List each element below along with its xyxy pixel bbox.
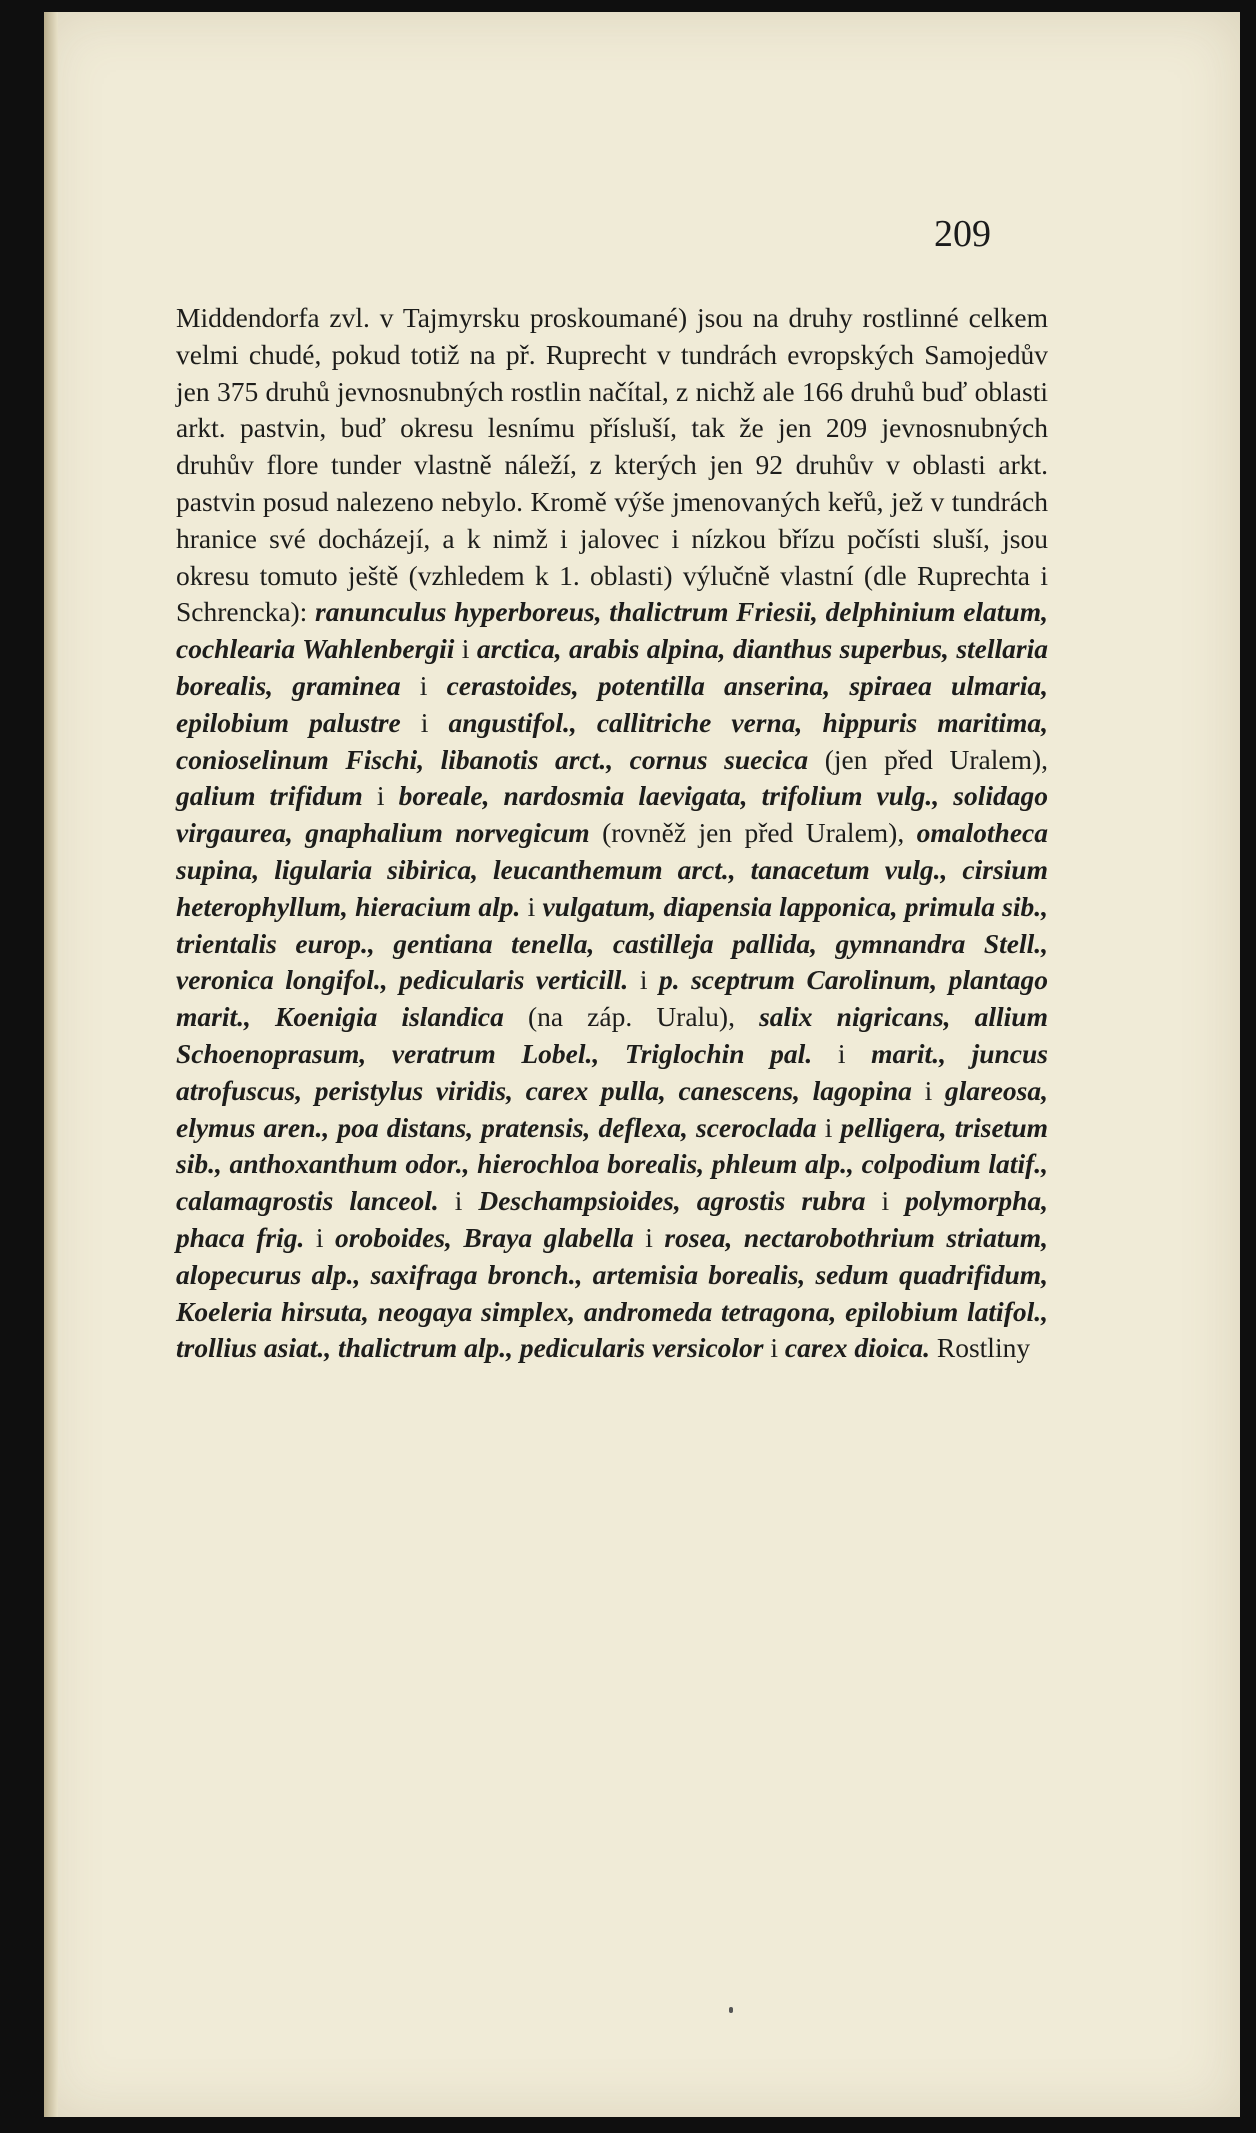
text-run: i (633, 1221, 665, 1253)
text-run: i (362, 780, 399, 812)
latin-names: Deschampsioides, agrostis rubra (478, 1185, 866, 1217)
paragraph-text (176, 300, 1048, 1367)
latin-names: arctica, arabis alpina, dianthus superbus, stellaria borealis, graminea (176, 633, 1049, 701)
latin-names: angustifol., callitriche verna, hippuris maritima, conioselinum Fischi, libanotis arct., cornus suecica (176, 706, 1049, 775)
page-gutter (44, 12, 58, 2117)
text-run: (na záp. Uralu), (503, 1001, 760, 1033)
text-run: i (812, 1037, 872, 1069)
text-run: i (400, 706, 449, 738)
latin-names: oroboides, Braya glabella (335, 1221, 634, 1253)
text-run: i (911, 1074, 945, 1106)
latin-names: omalotheca supina, ligularia sibirica, leucanthemum arct., tanacetum vulg., cirsium heterophyllum, hieracium alp. (176, 817, 1048, 922)
latin-names: carex dioica. (784, 1332, 930, 1364)
text-run: i (400, 669, 447, 701)
latin-names: cerastoides, potentilla anserina, spiraea ulmaria, epilobium palustre (176, 669, 1049, 738)
text-run: Rostliny (930, 1332, 1031, 1364)
latin-names: boreale, nardosmia laevigata, trifolium vulg., solidago virgaurea, gnaphalium norvegicum (176, 780, 1048, 849)
latin-names: galium trifidum (176, 780, 363, 812)
text-run: i (628, 964, 659, 996)
body-paragraph (176, 300, 1048, 1367)
text-run: (rovněž jen před Uralem), (589, 817, 917, 849)
page-number: 209 (934, 213, 991, 255)
latin-names: polymorpha, phaca frig. (176, 1185, 1049, 1253)
text-run: i (454, 633, 477, 665)
latin-names: salix nigricans, allium Schoenoprasum, veratrum Lobel., Triglochin pal. (176, 1001, 1048, 1069)
text-run: i (816, 1111, 841, 1143)
text-run: Middendorfa zvl. v Tajmyrsku proskoumané) jsou na druhy rostlinné celkem velmi chudé, pokud totiž na př. Ruprecht v tundrách evropských Samojedův jen 375 druhů jevnosnubných rostlin načítal, z nichž ale 166 druhů buď oblasti arkt. pastvin, buď okresu lesnímu přísluší, tak že jen 209 jevnosnubných druhův flore tunder vlastně náleží, z kterých jen 92 druhův v oblasti arkt. pastvin posud nalezeno nebylo. Kromě výše jmenovaných keřů, jež v tundrách hranice své docházejí, a k nimž i jalovec i nízkou břízu počísti sluší, jsou okresu tomuto ještě (vzhledem k 1. oblasti) výlučně vlastní (dle Ruprechta i Schrencka): (176, 302, 1048, 628)
latin-names: p. sceptrum Carolinum, plantago marit., Koenigia islandica (176, 964, 1048, 1033)
text-run: i (520, 890, 543, 922)
book-page (44, 12, 1240, 2117)
ink-speck (729, 2007, 733, 2013)
latin-names: ranunculus hyperboreus, thalictrum Friesii, delphinium elatum, cochlearia Wahlenbergii (176, 596, 1048, 665)
text-run: (jen před Uralem), (808, 743, 1048, 775)
latin-names: marit., juncus atrofuscus, peristylus viridis, carex pulla, canescens, lagopina (176, 1037, 1048, 1106)
text-run: i (304, 1221, 336, 1253)
latin-names: glareosa, elymus aren., poa distans, pratensis, deflexa, sceroclada (176, 1074, 1048, 1143)
text-run: i (865, 1185, 906, 1217)
text-run: i (763, 1332, 785, 1364)
latin-names: rosea, nectarobothrium striatum, alopecurus alp., saxifraga bronch., artemisia borealis, sedum quadrifidum, Koeleria hirsuta, neogaya simplex, andromeda tetragona, epilobium latifol., trollius asiat., thalictrum alp., pedicularis versicolor (176, 1221, 1049, 1364)
latin-names: vulgatum, diapensia lapponica, primula sib., trientalis europ., gentiana tenella, castilleja pallida, gymnandra Stell., veronica longifol., pedicularis verticill. (176, 890, 1048, 996)
latin-names: pelligera, trisetum sib., anthoxanthum odor., hierochloa borealis, phleum alp., colpodium latif., calamagrostis lanceol. (176, 1111, 1048, 1217)
text-run: i (438, 1185, 479, 1217)
